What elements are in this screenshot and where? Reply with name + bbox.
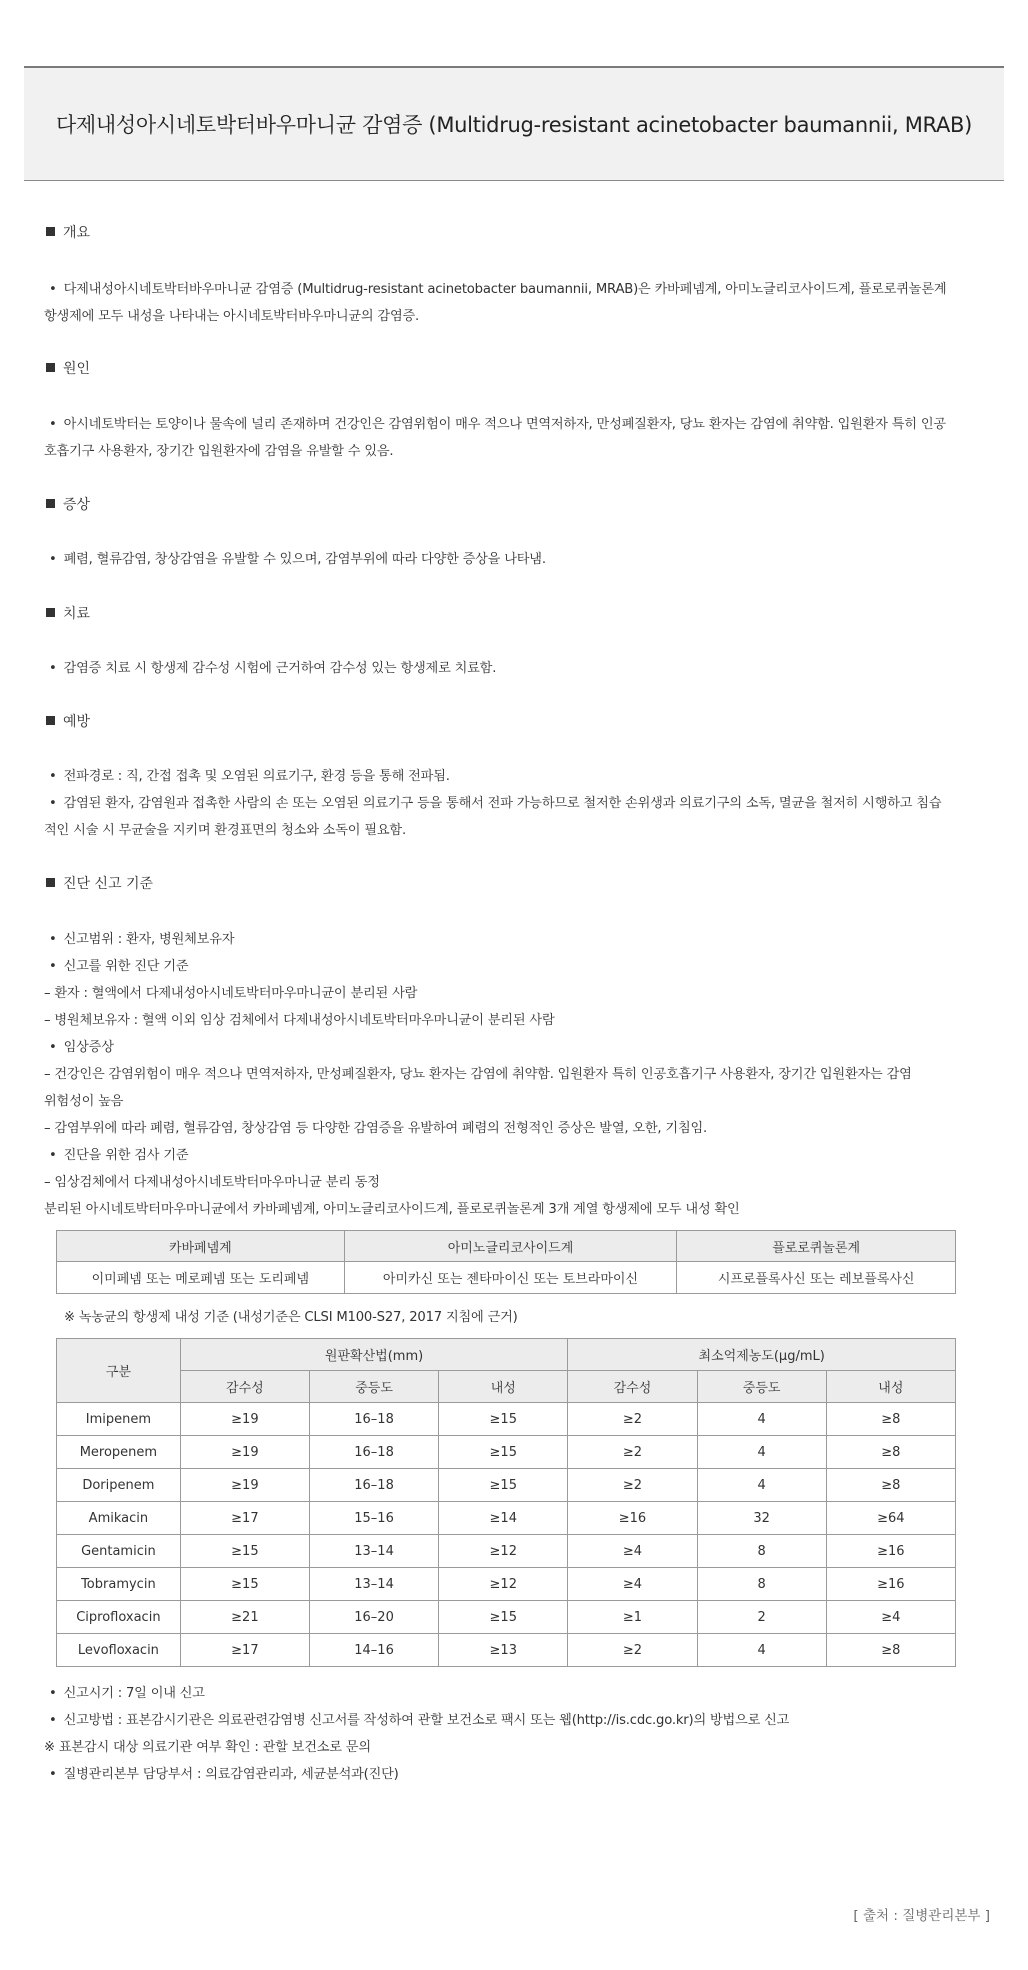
diagnosis-text-2: • 신고를 위한 진단 기준	[44, 955, 188, 974]
table-cell: ≥14	[439, 1502, 568, 1535]
table-cell: Meropenem	[57, 1436, 181, 1469]
table-header-cell: 구분	[57, 1339, 181, 1403]
table-cell: ≥2	[568, 1403, 697, 1436]
table-cell: 이미페넴 또는 메로페넴 또는 도리페넴	[57, 1262, 345, 1294]
table-cell: ≥16	[826, 1568, 955, 1601]
diagnosis-text-6: – 건강인은 감염위험이 매우 적으나 면역저하자, 만성폐질환자, 당뇨 환자는 감염에 취약함. 입원환자 특히 인공호흡기구 사용환자, 장기간 입원환자는 감염	[44, 1067, 912, 1082]
table-cell: 4	[697, 1436, 826, 1469]
table-row	[57, 1535, 956, 1568]
table-header-cell: 최소억제농도(μg/mL)	[568, 1339, 956, 1371]
table-cell: ≥13	[439, 1634, 568, 1667]
table-cell: ≥8	[826, 1469, 955, 1502]
table-cell: ≥8	[826, 1436, 955, 1469]
diagnosis-text-4: – 병원체보유자 : 혈액 이외 임상 검체에서 다제내성아시네토박터마우마니균이 분리된 사람	[44, 1013, 555, 1028]
section-heading-cause: 원인	[46, 358, 90, 378]
diagnosis-text-5: • 임상증상	[44, 1036, 114, 1055]
table-cell: ≥17	[180, 1634, 309, 1667]
table-cell: Imipenem	[57, 1403, 181, 1436]
table-cell: 8	[697, 1535, 826, 1568]
section-heading-prevention: 예방	[46, 711, 90, 731]
table-cell: ≥16	[568, 1502, 697, 1535]
table-cell: ≥15	[180, 1568, 309, 1601]
square-bullet-icon	[46, 227, 55, 236]
table-cell: 13–14	[309, 1568, 438, 1601]
table-cell: 13–14	[309, 1535, 438, 1568]
prevention-text-3: 적인 시술 시 무균술을 지키며 환경표면의 청소와 소독이 필요함.	[44, 823, 406, 838]
table-cell: ≥15	[180, 1535, 309, 1568]
table-cell: ≥4	[568, 1535, 697, 1568]
prevention-text-2: • 감염된 환자, 감염원과 접촉한 사람의 손 또는 오염된 의료기구 등을 통해서 전파 가능하므로 철저한 손위생과 의료기구의 소독, 멸균을 철저히 시행하고 침습	[44, 792, 941, 811]
diagnosis-text-1: • 신고범위 : 환자, 병원체보유자	[44, 928, 234, 947]
table-cell: ≥15	[439, 1601, 568, 1634]
title-banner	[24, 66, 1004, 181]
table-cell: ≥19	[180, 1403, 309, 1436]
table-cell: 15–16	[309, 1502, 438, 1535]
section-heading-symptoms: 증상	[46, 494, 90, 514]
table-cell: ≥4	[568, 1568, 697, 1601]
source-citation: [ 출처 : 질병관리본부 ]	[853, 1908, 990, 1924]
table-header-cell: 감수성	[568, 1371, 697, 1403]
table-cell: ≥15	[439, 1403, 568, 1436]
table-cell: 16–18	[309, 1403, 438, 1436]
symptoms-text-1: • 폐렴, 혈류감염, 창상감염을 유발할 수 있으며, 감염부위에 따라 다양한 증상을 나타냄.	[44, 548, 546, 567]
square-bullet-icon	[46, 608, 55, 617]
cause-text-1: • 아시네토박터는 토양이나 물속에 널리 존재하며 건강인은 감염위험이 매우 적으나 면역저하자, 만성폐질환자, 당뇨 환자는 감염에 취약함. 입원환자 특히 인공	[44, 413, 946, 432]
overview-text-2: 항생제에 모두 내성을 나타내는 아시네토박터바우마니균의 감염증.	[44, 309, 420, 324]
diagnosis-text-10: – 임상검체에서 다제내성아시네토박터마우마니균 분리 동정	[44, 1175, 380, 1190]
table-header-cell: 중등도	[697, 1371, 826, 1403]
table-cell: ≥19	[180, 1436, 309, 1469]
table-cell: ≥4	[826, 1601, 955, 1634]
table2-note: ※ 녹농균의 항생제 내성 기준 (내성기준은 CLSI M100-S27, 2017 지침에 근거)	[64, 1310, 518, 1325]
table-cell: Ciprofloxacin	[57, 1601, 181, 1634]
prevention-text-1: • 전파경로 : 직, 간접 접촉 및 오염된 의료기구, 환경 등을 통해 전파됨.	[44, 765, 450, 784]
antibiotic-class-table	[56, 1230, 956, 1294]
surveillance-note: ※ 표본감시 대상 의료기관 여부 확인 : 관할 보건소로 문의	[44, 1740, 371, 1755]
table-cell: 16–20	[309, 1601, 438, 1634]
table-cell: ≥2	[568, 1436, 697, 1469]
table-cell: 4	[697, 1403, 826, 1436]
table-cell: ≥2	[568, 1634, 697, 1667]
table-row	[57, 1502, 956, 1535]
table-row	[57, 1601, 956, 1634]
diagnosis-text-9: • 진단을 위한 검사 기준	[44, 1144, 188, 1163]
table-cell: ≥12	[439, 1535, 568, 1568]
table-cell: 8	[697, 1568, 826, 1601]
diagnosis-text-8: – 감염부위에 따라 폐렴, 혈류감염, 창상감염 등 다양한 감염증을 유발하여 폐렴의 전형적인 증상은 발열, 오한, 기침임.	[44, 1121, 708, 1136]
table-cell: ≥21	[180, 1601, 309, 1634]
table-header-cell: 원판확산법(mm)	[180, 1339, 568, 1371]
table-header-cell: 아미노글리코사이드계	[344, 1231, 677, 1262]
table-cell: Amikacin	[57, 1502, 181, 1535]
table-header-row	[57, 1339, 956, 1371]
table-cell: 32	[697, 1502, 826, 1535]
table-cell: 4	[697, 1469, 826, 1502]
square-bullet-icon	[46, 363, 55, 372]
table-cell: 2	[697, 1601, 826, 1634]
page-title: 다제내성아시네토박터바우마니균 감염증 (Multidrug-resistant acinetobacter baumannii, MRAB)	[55, 113, 973, 137]
table-cell: ≥19	[180, 1469, 309, 1502]
report-method: • 신고방법 : 표본감시기관은 의료관련감염병 신고서를 작성하여 관할 보건소로 팩시 또는 웹(http://is.cdc.go.kr)의 방법으로 신고	[44, 1709, 789, 1728]
table-cell: Gentamicin	[57, 1535, 181, 1568]
table-row	[57, 1436, 956, 1469]
table-cell: Levofloxacin	[57, 1634, 181, 1667]
table-row	[57, 1469, 956, 1502]
table-header-cell: 중등도	[309, 1371, 438, 1403]
table-cell: ≥1	[568, 1601, 697, 1634]
section-heading-treatment: 치료	[46, 603, 90, 623]
table-cell: 시프로플록사신 또는 레보플록사신	[677, 1262, 956, 1294]
section-heading-overview: 개요	[46, 222, 90, 242]
table-cell: ≥17	[180, 1502, 309, 1535]
table-header-cell: 카바페넴계	[57, 1231, 345, 1262]
responsible-department: • 질병관리본부 담당부서 : 의료감염관리과, 세균분석과(진단)	[44, 1763, 399, 1782]
table-subheader-row	[57, 1371, 956, 1403]
table-cell: ≥8	[826, 1634, 955, 1667]
table-cell: ≥64	[826, 1502, 955, 1535]
overview-text-1: • 다제내성아시네토박터바우마니균 감염증 (Multidrug-resistant acinetobacter baumannii, MRAB)은 카바페넴계, 아미노글리코사이드계, 플로로퀴놀론계	[44, 278, 946, 297]
table-cell: Doripenem	[57, 1469, 181, 1502]
table-header-cell: 플로로퀴놀론계	[677, 1231, 956, 1262]
table-cell: ≥12	[439, 1568, 568, 1601]
table-cell: 16–18	[309, 1436, 438, 1469]
square-bullet-icon	[46, 499, 55, 508]
table-cell: ≥15	[439, 1469, 568, 1502]
diagnosis-text-7: 위험성이 높음	[44, 1094, 124, 1109]
table-row	[57, 1403, 956, 1436]
table-cell: 4	[697, 1634, 826, 1667]
table-row	[57, 1634, 956, 1667]
table-cell: Tobramycin	[57, 1568, 181, 1601]
report-timing: • 신고시기 : 7일 이내 신고	[44, 1682, 205, 1701]
diagnosis-text-3: – 환자 : 혈액에서 다제내성아시네토박터마우마니균이 분리된 사람	[44, 986, 418, 1001]
section-heading-diagnosis: 진단 신고 기준	[46, 873, 153, 893]
diagnosis-text-11: 분리된 아시네토박터마우마니균에서 카바페넴계, 아미노글리코사이드계, 플로로퀴놀론계 3개 계열 항생제에 모두 내성 확인	[44, 1202, 740, 1217]
treatment-text-1: • 감염증 치료 시 항생제 감수성 시험에 근거하여 감수성 있는 항생제로 치료함.	[44, 657, 496, 676]
table-header-row	[57, 1231, 956, 1262]
table-header-cell: 감수성	[180, 1371, 309, 1403]
table-header-cell: 내성	[439, 1371, 568, 1403]
table-cell: 14–16	[309, 1634, 438, 1667]
cause-text-2: 호흡기구 사용환자, 장기간 입원환자에 감염을 유발할 수 있음.	[44, 444, 394, 459]
table-cell: ≥15	[439, 1436, 568, 1469]
square-bullet-icon	[46, 716, 55, 725]
table-row	[57, 1568, 956, 1601]
resistance-criteria-table	[56, 1338, 956, 1667]
table-header-cell: 내성	[826, 1371, 955, 1403]
table-cell: 16–18	[309, 1469, 438, 1502]
table-cell: ≥16	[826, 1535, 955, 1568]
table-row	[57, 1262, 956, 1294]
table-cell: 아미카신 또는 젠타마이신 또는 토브라마이신	[344, 1262, 677, 1294]
table-cell: ≥8	[826, 1403, 955, 1436]
table-cell: ≥2	[568, 1469, 697, 1502]
square-bullet-icon	[46, 878, 55, 887]
